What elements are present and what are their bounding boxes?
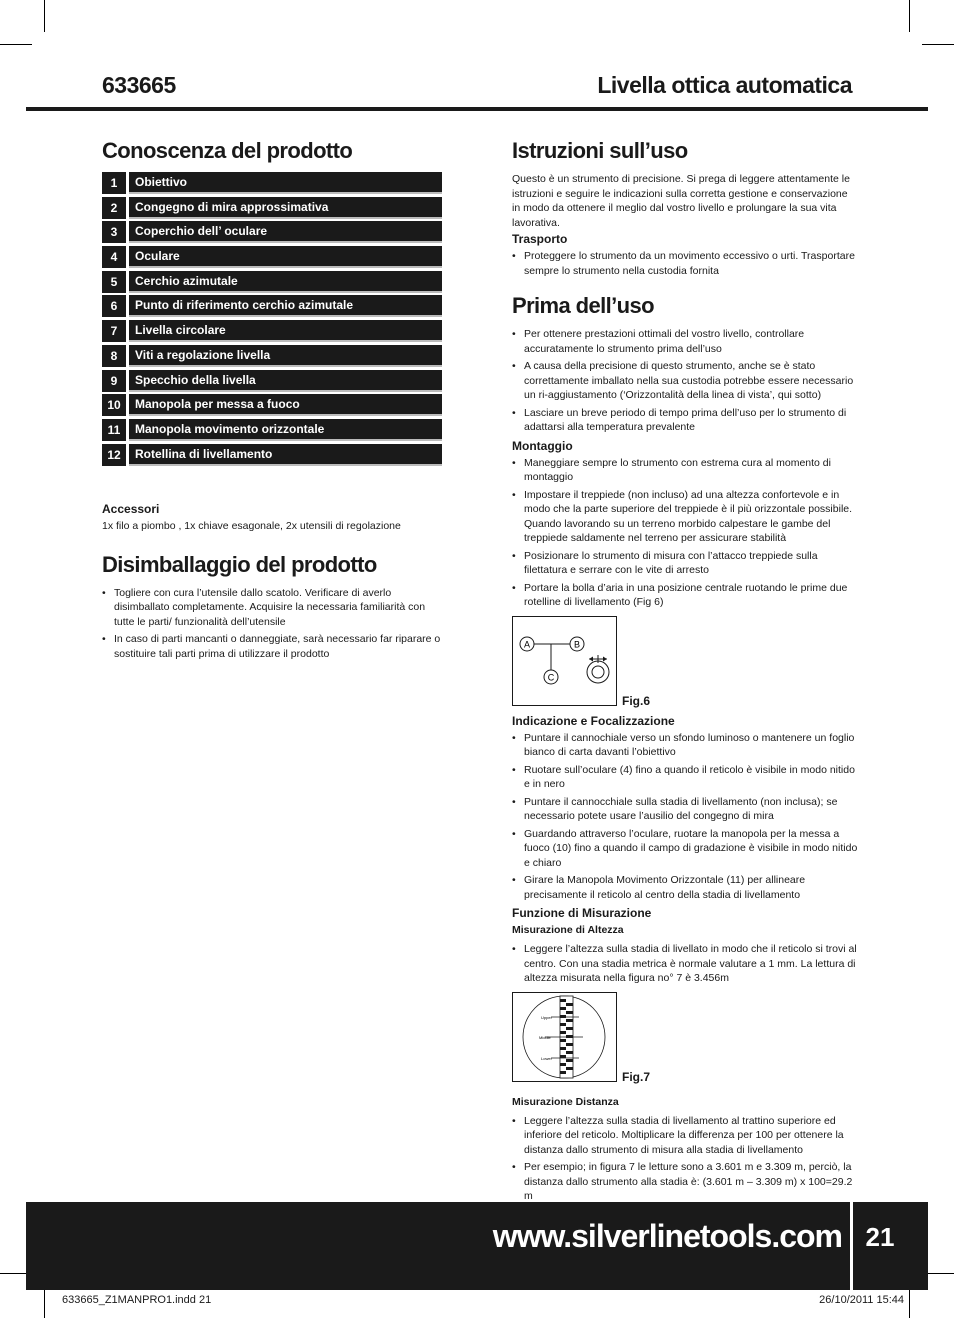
- distance-list: [512, 1114, 858, 1204]
- assembly-title: Montaggio: [512, 438, 573, 453]
- part-label: Obiettivo: [129, 172, 442, 194]
- part-label: Viti a regolazione livella: [129, 345, 442, 367]
- figure-7-diagram: [512, 992, 617, 1082]
- table-row: [102, 345, 442, 367]
- accessories-title: Accessori: [102, 502, 160, 517]
- section-title-before-use: Prima dell’uso: [512, 293, 654, 318]
- staff-reticle-diagram: [513, 993, 616, 1081]
- list-item: • Portare la bolla d’aria in una posizione centrale ruotando le prime due rotelline di livellamento (Fig 6): [512, 581, 858, 610]
- footer-separator: [850, 1202, 853, 1290]
- table-row: [102, 271, 442, 293]
- fig7-label-middle: Middle: [539, 1034, 551, 1040]
- part-label: Oculare: [129, 246, 442, 268]
- fig7-label-lower: Lower: [541, 1055, 552, 1061]
- page-number: 21: [865, 1222, 895, 1252]
- parts-list: [102, 172, 442, 466]
- part-label: Congegno di mira approssimativa: [129, 197, 442, 219]
- part-label: Manopola movimento orizzontale: [129, 419, 442, 441]
- website-link[interactable]: www.silverlinetools.com: [492, 1218, 842, 1254]
- intro-text: Questo è un strumento di precisione. Si prega di leggere attentamente le istruzioni e seguire le indicazioni sulla corretta gestione e conservazione in modo da ottenere il meglio dal vostro livello e prolungare la sua vita lavorativa.: [512, 173, 850, 229]
- figure-6: [512, 616, 858, 706]
- section-title-unpacking: Disimballaggio del prodotto: [102, 551, 377, 577]
- figure-6-diagram: [512, 616, 617, 706]
- list-item: • Togliere con cura l’utensile dallo scatolo. Verificare di averlo disimballato completamente. Acquisire la necessaria familiarità con tutte le parti/ funzionalità dell’utensile: [102, 586, 442, 630]
- leveling-screws-diagram: [513, 617, 616, 705]
- fig6-label-a: A: [523, 639, 531, 649]
- table-row: [102, 444, 442, 466]
- print-slug-date: 26/10/2011 15:44: [819, 1294, 904, 1306]
- print-slug-file: 633665_Z1MANPRO1.indd 21: [62, 1294, 212, 1306]
- list-item: • Proteggere lo strumento da un movimento eccessivo o urti. Trasportare sempre lo strumento nella custodia fornita: [512, 249, 858, 278]
- table-row: [102, 246, 442, 268]
- before-use-list: [512, 327, 858, 435]
- figure-7-caption: Fig.7: [622, 1069, 651, 1084]
- part-label: Cerchio azimutale: [129, 271, 442, 293]
- figure-7: [512, 992, 858, 1082]
- list-item: • Per ottenere prestazioni ottimali del vostro livello, controllare accuratamente lo strumento prima dell’uso: [512, 327, 858, 356]
- part-label: Rotellina di livellamento: [129, 444, 442, 466]
- transport-title: Trasporto: [512, 232, 568, 246]
- crop-mark: [922, 44, 954, 45]
- height-list: [512, 942, 858, 986]
- list-item: • Ruotare sull’oculare (4) fino a quando il reticolo è visibile in modo nitido e in nero: [512, 763, 858, 792]
- list-item: • Puntare il cannochiale verso un sfondo luminoso o mantenere un foglio bianco di carta davanti l’obiettivo: [512, 731, 858, 760]
- list-item: • A causa della precisione di questo strumento, anche se è stato correttamente imballato nella sua custodia potrebbe essere necessario un ri-aggiustamento (‘Orizzontalità della linea di vista’, qui sotto): [512, 359, 858, 403]
- page-title: Livella ottica automatica: [597, 72, 852, 98]
- part-number: 8: [102, 345, 126, 367]
- section-title-instructions: Istruzioni sull’uso: [512, 138, 688, 163]
- table-row: [102, 295, 442, 317]
- list-item: • Leggere l’altezza sulla stadia di livellato in modo che il reticolo si trovi al centro. Con una stadia metrica è normale valutare a 1 mm. La lettura di altezza misurata nella figura no° 7 è 3.456m: [512, 942, 858, 986]
- measure-title: Funzione di Misurazione: [512, 906, 652, 920]
- header-divider: [26, 107, 928, 111]
- part-number: 12: [102, 444, 126, 466]
- table-row: [102, 172, 442, 194]
- fig6-label-b: B: [573, 639, 581, 649]
- figure-6-caption: Fig.6: [622, 693, 651, 708]
- part-number: 9: [102, 370, 126, 392]
- part-number: 11: [102, 419, 126, 441]
- part-label: Punto di riferimento cerchio azimutale: [129, 295, 442, 317]
- list-item: • Impostare il treppiede (non incluso) ad una altezza confortevole e in modo che la parte superiore del treppiede è il più orizzontale possibile. Quando lavorando su un terreno morbido calpestare le gambe del treppiede saldamente nel terreno per assicurare stabilità: [512, 488, 858, 546]
- part-number: 10: [102, 394, 126, 416]
- list-item: • Lasciare un breve periodo di tempo prima dell’uso per lo strumento di adattarsi alla temperatura prevalente: [512, 406, 858, 435]
- table-row: [102, 394, 442, 416]
- table-row: [102, 221, 442, 243]
- distance-title: Misurazione Distanza: [512, 1095, 619, 1108]
- assembly-list: [512, 456, 858, 610]
- part-label: Livella circolare: [129, 320, 442, 342]
- part-number: 3: [102, 221, 126, 243]
- crop-mark: [909, 1286, 910, 1318]
- list-item: • Per esempio; in figura 7 le letture sono a 3.601 m e 3.309 m, perciò, la distanza dallo strumento alla stadia è: (3.601 m – 3.309 m) x 100=29.2 m: [512, 1160, 858, 1204]
- part-number: 5: [102, 271, 126, 293]
- transport-list: [512, 249, 858, 278]
- left-column: [102, 138, 442, 664]
- table-row: [102, 197, 442, 219]
- part-number: 1: [102, 172, 126, 194]
- part-number: 4: [102, 246, 126, 268]
- list-item: • Maneggiare sempre lo strumento con estrema cura al momento di montaggio: [512, 456, 858, 485]
- crop-mark: [0, 44, 32, 45]
- product-code: 633665: [102, 72, 176, 98]
- list-item: • Girare la Manopola Movimento Orizzontale (11) per allineare precisamente il reticolo al centro della stadia di livellamento: [512, 873, 858, 902]
- part-number: 2: [102, 197, 126, 219]
- crop-mark: [44, 0, 45, 32]
- part-label: Manopola per messa a fuoco: [129, 394, 442, 416]
- part-number: 7: [102, 320, 126, 342]
- focus-title: Indicazione e Focalizzazione: [512, 713, 675, 728]
- section-title-product-knowledge: Conoscenza del prodotto: [102, 138, 353, 163]
- crop-mark: [909, 0, 910, 32]
- part-number: 6: [102, 295, 126, 317]
- unpack-list: [102, 586, 442, 662]
- part-label: Specchio della livella: [129, 370, 442, 392]
- list-item: • In caso di parti mancanti o danneggiate, sarà necessario far riparare o sostituire tali parti prima di utilizzare il prodotto: [102, 632, 442, 661]
- height-title: Misurazione di Altezza: [512, 924, 624, 936]
- table-row: [102, 419, 442, 441]
- fig7-label-upper: Upper: [541, 1014, 552, 1020]
- right-column: [512, 138, 858, 1207]
- list-item: • Guardando attraverso l’oculare, ruotare la manopola per la messa a fuoco (10) fino a quando il campo di gradazione è visibile in modo nitido e chiaro: [512, 827, 858, 871]
- list-item: • Puntare il cannocchiale sulla stadia di livellamento (non inclusa); se necessario potete usare l’ausilio del congegno di mira: [512, 795, 858, 824]
- part-label: Coperchio dell’ oculare: [129, 221, 442, 243]
- fig6-label-c: C: [547, 672, 555, 682]
- list-item: • Leggere l’altezza sulla stadia di livellamento al trattino superiore ed inferiore del reticolo. Moltiplicare la differenza per 100 per ottenere la distanza dallo strumento di misura alla stadia di livellamento: [512, 1114, 858, 1158]
- list-item: • Posizionare lo strumento di misura con l’attacco treppiede sulla filettatura e serrare con le vite di arresto: [512, 549, 858, 578]
- table-row: [102, 320, 442, 342]
- accessories-text: 1x filo a piombo , 1x chiave esagonale, 2x utensili di regolazione: [102, 520, 401, 533]
- crop-mark: [44, 1286, 45, 1318]
- focus-list: [512, 731, 858, 903]
- table-row: [102, 370, 442, 392]
